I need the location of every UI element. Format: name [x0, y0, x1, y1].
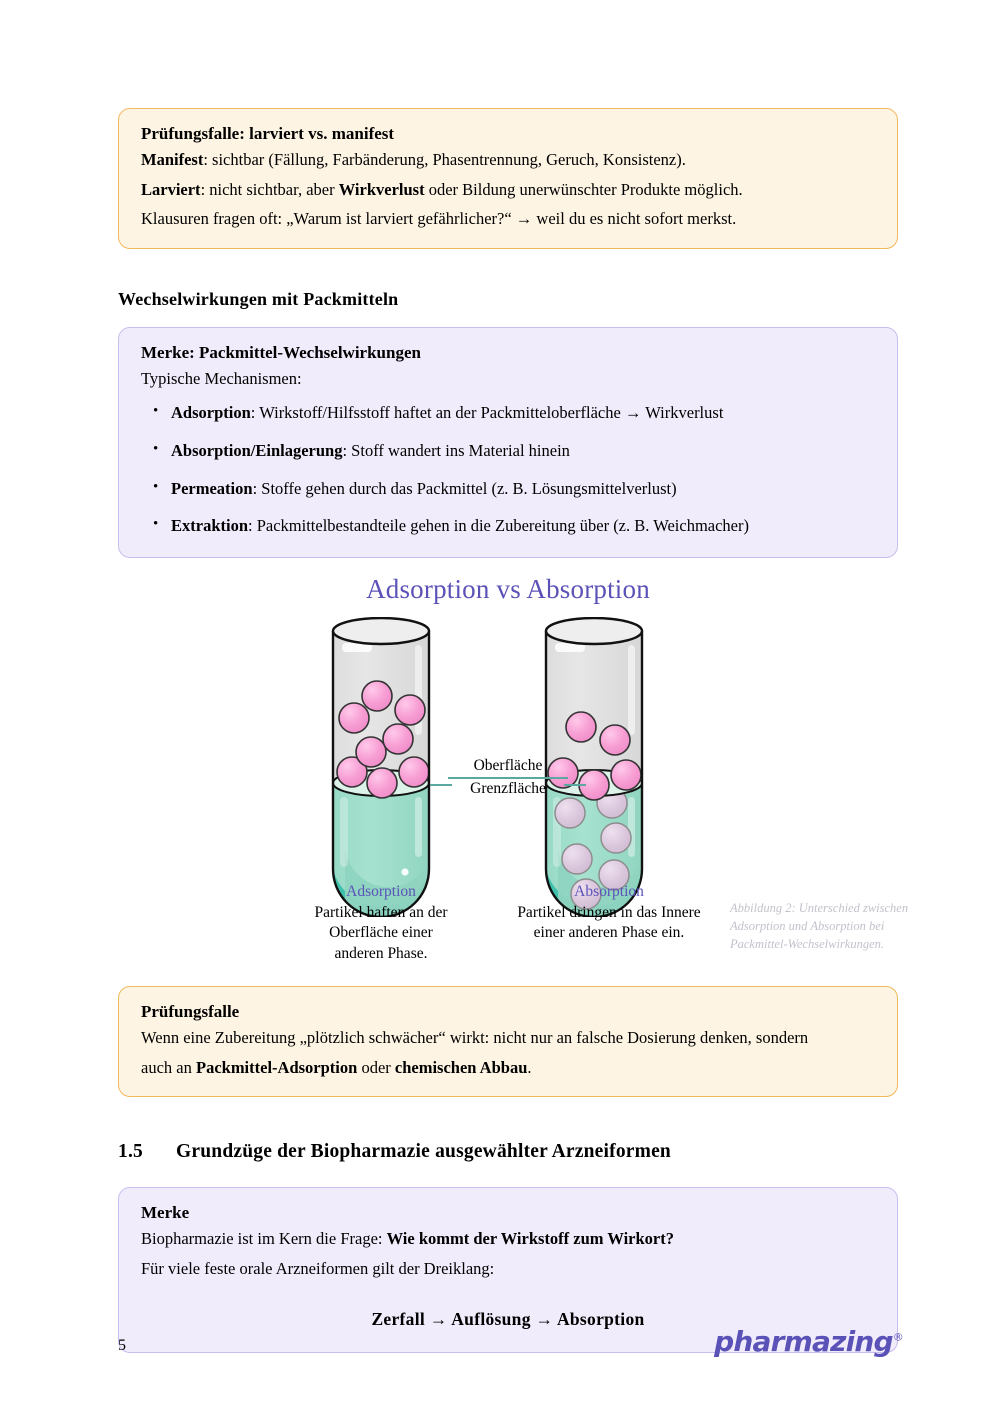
figure-adsorption-vs-absorption [118, 558, 909, 978]
manifest-text: : sichtbar (Fällung, Farbänderung, Phasentrennung, Geruch, Konsistenz). [203, 149, 686, 169]
callout-merke-packmittel [118, 327, 898, 559]
interface-label [448, 757, 568, 798]
line1-pre: Biopharmazie ist im Kern die Frage: [141, 1229, 387, 1249]
section-heading-1-5 [118, 1141, 898, 1163]
caption-line: Partikel dringen in das Innere [517, 904, 701, 922]
callout-intro: Typische Mechanismen: [141, 368, 302, 388]
callout-title: Prüfungsfalle [141, 1002, 240, 1022]
credit-line: Abbildung 2: Unterschied zwischen [730, 901, 909, 916]
interface-label-grenzflaeche: Grenzfläche [470, 779, 546, 797]
mechanism-term: Absorption/Einlagerung [171, 440, 343, 460]
caption-line: Partikel haften an der [314, 904, 448, 922]
caption-heading: Absorption [574, 883, 644, 901]
formula-dreiklang: Zerfall → Auflösung → Absorption [371, 1309, 645, 1330]
callout-line-1 [141, 1226, 875, 1252]
figure-illustration [118, 617, 898, 917]
page-number: 5 [118, 1337, 126, 1354]
interface-label-oberflaeche: Oberfläche [473, 757, 543, 775]
list-item [171, 439, 875, 464]
section-title: Grundzüge der Biopharmazie ausgewählter Arzneiformen [176, 1141, 671, 1163]
caption-line: anderen Phase. [334, 944, 428, 962]
caption-heading: Adsorption [346, 883, 416, 901]
larviert-text-a: : nicht sichtbar, aber [200, 179, 339, 199]
brand-logo [714, 1325, 903, 1358]
callout-line-manifest [141, 147, 875, 173]
line2-mid: oder [357, 1057, 395, 1077]
credit-line: Packmittel-Wechselwirkungen. [730, 936, 885, 951]
callout-pruefungsfalle-packmittel [118, 986, 898, 1097]
list-item [171, 401, 875, 426]
callout-title: Merke: Packmittel-Wechselwirkungen [141, 342, 421, 362]
callout-line-1: Wenn eine Zubereitung „plötzlich schwächer“ wirkt: nicht nur an falsche Dosierung denken, sondern [141, 1028, 809, 1048]
brand-name: pharmazing [714, 1325, 893, 1358]
callout-line-2 [141, 1055, 875, 1081]
line2-pre: auch an [141, 1057, 196, 1077]
list-item [171, 514, 875, 539]
mechanism-desc: : Packmittelbestandteile gehen in die Zubereitung über (z. B. Weichmacher) [248, 516, 749, 536]
term-larviert: Larviert [141, 179, 201, 199]
subheading-wechselwirkungen: Wechselwirkungen mit Packmitteln [118, 288, 399, 309]
caption-line: Oberfläche einer [329, 924, 433, 942]
figure-credit [730, 900, 930, 953]
mechanism-desc: : Wirkstoff/Hilfsstoff haftet an der Packmitteloberfläche → Wirkverlust [250, 403, 724, 423]
figure-title: Adsorption vs Absorption [366, 574, 650, 605]
figure-caption-adsorption [281, 882, 481, 964]
list-item [171, 477, 875, 502]
mechanism-term: Adsorption [171, 403, 251, 423]
term-wirkverlust: Wirkverlust [338, 179, 425, 199]
mechanism-term: Permeation [171, 478, 253, 498]
callout-pruefungsfalle-larviert [118, 108, 898, 249]
line2-post: . [527, 1057, 532, 1077]
term-packmittel-adsorption: Packmittel-Adsorption [195, 1057, 358, 1077]
section-number: 1.5 [118, 1141, 143, 1163]
registered-trademark-icon: ® [892, 1330, 903, 1344]
page-content [118, 0, 909, 1353]
term-chemischer-abbau: chemischen Abbau [394, 1057, 528, 1077]
callout-line-klausuren: Klausuren fragen oft: „Warum ist larviert gefährlicher?“ → weil du es nicht sofort merkst. [141, 209, 737, 229]
test-tube-adsorption [329, 617, 433, 917]
callout-title: Merke [141, 1203, 190, 1223]
mechanism-desc: : Stoff wandert ins Material hinein [342, 440, 570, 460]
callout-title: Prüfungsfalle: larviert vs. manifest [141, 124, 395, 143]
term-manifest: Manifest [141, 149, 204, 169]
callout-line-larviert [141, 177, 875, 203]
question-wirkort: Wie kommt der Wirkstoff zum Wirkort? [386, 1229, 674, 1249]
mechanism-desc: : Stoffe gehen durch das Packmittel (z. B. Lösungsmittelverlust) [252, 478, 677, 498]
larviert-text-b: oder Bildung unerwünschter Produkte möglich. [424, 179, 743, 199]
figure-caption-absorption [509, 882, 709, 943]
callout-line-2: Für viele feste orale Arzneiformen gilt der Dreiklang: [141, 1258, 495, 1278]
mechanism-list [141, 401, 875, 539]
mechanism-term: Extraktion [171, 516, 249, 536]
interface-divider [448, 777, 568, 779]
credit-line: Adsorption und Absorption bei [730, 918, 885, 933]
caption-line: einer anderen Phase ein. [533, 924, 685, 942]
